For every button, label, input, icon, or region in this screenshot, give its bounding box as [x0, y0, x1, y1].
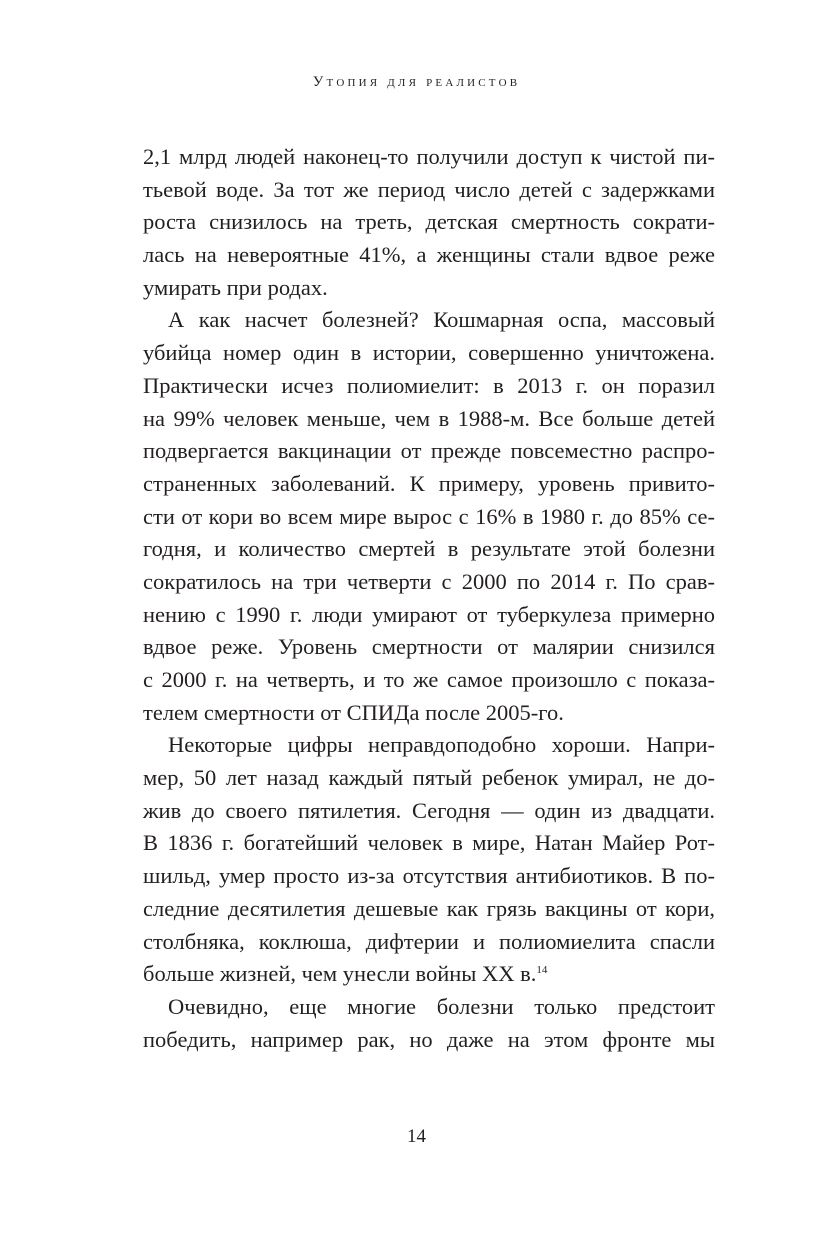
line-text: победить, например рак, но даже на этом фронте мы	[143, 1026, 715, 1052]
text-line	[143, 926, 715, 959]
text-line	[143, 304, 715, 337]
line-text: сократилось на три четверти с 2000 по 2014 г. По срав-	[143, 568, 715, 594]
text-line	[143, 893, 715, 926]
text-line	[143, 533, 715, 566]
page-number: 14	[407, 1126, 426, 1147]
text-line	[143, 239, 715, 272]
line-text: Очевидно, еще многие болезни только предстоит	[168, 993, 715, 1019]
line-text: страненных заболеваний. К примеру, уровень привито-	[143, 470, 715, 496]
line-text: годня, и количество смертей в результате этой болезни	[143, 536, 715, 562]
text-line	[143, 174, 715, 207]
text-line	[143, 403, 715, 436]
line-text: Некоторые цифры неправдоподобно хороши. Напри-	[168, 732, 715, 758]
page-body	[143, 141, 715, 1056]
text-line	[143, 697, 715, 730]
line-text: вдвое реже. Уровень смертности от малярии снизился	[143, 634, 715, 660]
text-line	[143, 141, 715, 174]
text-line	[143, 795, 715, 828]
line-text: В 1836 г. богатейший человек в мире, Натан Майер Рот-	[143, 830, 715, 856]
text-line	[143, 337, 715, 370]
line-text: с 2000 г. на четверть, и то же самое произошло с показа-	[143, 667, 715, 692]
line-text: убийца номер один в истории, совершенно уничтожена.	[143, 340, 715, 366]
line-text: столбняка, коклюша, дифтерии и полиомиелита спасли	[143, 928, 715, 954]
running-header: Утопия для реалистов	[312, 74, 521, 90]
paragraph	[143, 141, 715, 304]
text-line	[143, 991, 715, 1024]
line-text: мер, 50 лет назад каждый пятый ребенок умирал, не до-	[143, 765, 715, 791]
text-line	[143, 599, 715, 632]
text-line	[143, 860, 715, 893]
text-line	[143, 272, 715, 305]
paragraph	[143, 729, 715, 991]
text-line	[143, 370, 715, 403]
text-line	[143, 631, 715, 664]
line-text: А как насчет болезней? Кошмарная оспа, массовый	[168, 307, 715, 333]
line-text: больше жизней, чем унесли войны XX в.	[143, 961, 537, 987]
text-line	[143, 729, 715, 762]
line-text: на 99% человек меньше, чем в 1988-м. Все больше детей	[143, 405, 715, 431]
line-text: следние десятилетия дешевые как грязь вакцины от кори,	[143, 895, 715, 921]
line-text: лась на невероятные 41%, а женщины стали вдвое реже	[143, 242, 715, 268]
line-text: телем смертности от СПИДа после 2005-го.	[143, 699, 564, 725]
line-text: подвергается вакцинации от прежде повсеместно распро-	[143, 438, 715, 464]
paragraph	[143, 304, 715, 729]
text-line	[143, 1024, 715, 1057]
text-line	[143, 762, 715, 795]
line-text: шильд, умер просто из-за отсутствия антибиотиков. В по-	[143, 863, 715, 889]
paragraph	[143, 991, 715, 1056]
text-line	[143, 468, 715, 501]
text-line	[143, 664, 715, 697]
line-text: 2,1 млрд людей наконец-то получили доступ к чистой пи-	[143, 144, 715, 169]
text-line	[143, 566, 715, 599]
text-line	[143, 827, 715, 860]
line-text: нению с 1990 г. люди умирают от туберкулеза примерно	[143, 601, 715, 627]
line-text: жив до своего пятилетия. Сегодня — один из двадцати.	[143, 797, 715, 823]
text-line	[143, 435, 715, 468]
line-text: тьевой воде. За тот же период число детей с задержками	[143, 176, 715, 202]
footnote-reference[interactable]: 14	[536, 964, 548, 977]
line-text: сти от кори во всем мире вырос с 16% в 1980 г. до 85% се-	[143, 503, 715, 529]
line-text: роста снизилось на треть, детская смертность сократи-	[143, 209, 715, 235]
line-text: умирать при родах.	[143, 274, 328, 300]
line-text: Практически исчез полиомиелит: в 2013 г. он поразил	[143, 372, 715, 398]
text-line	[143, 958, 715, 991]
text-line	[143, 206, 715, 239]
text-line	[143, 501, 715, 534]
